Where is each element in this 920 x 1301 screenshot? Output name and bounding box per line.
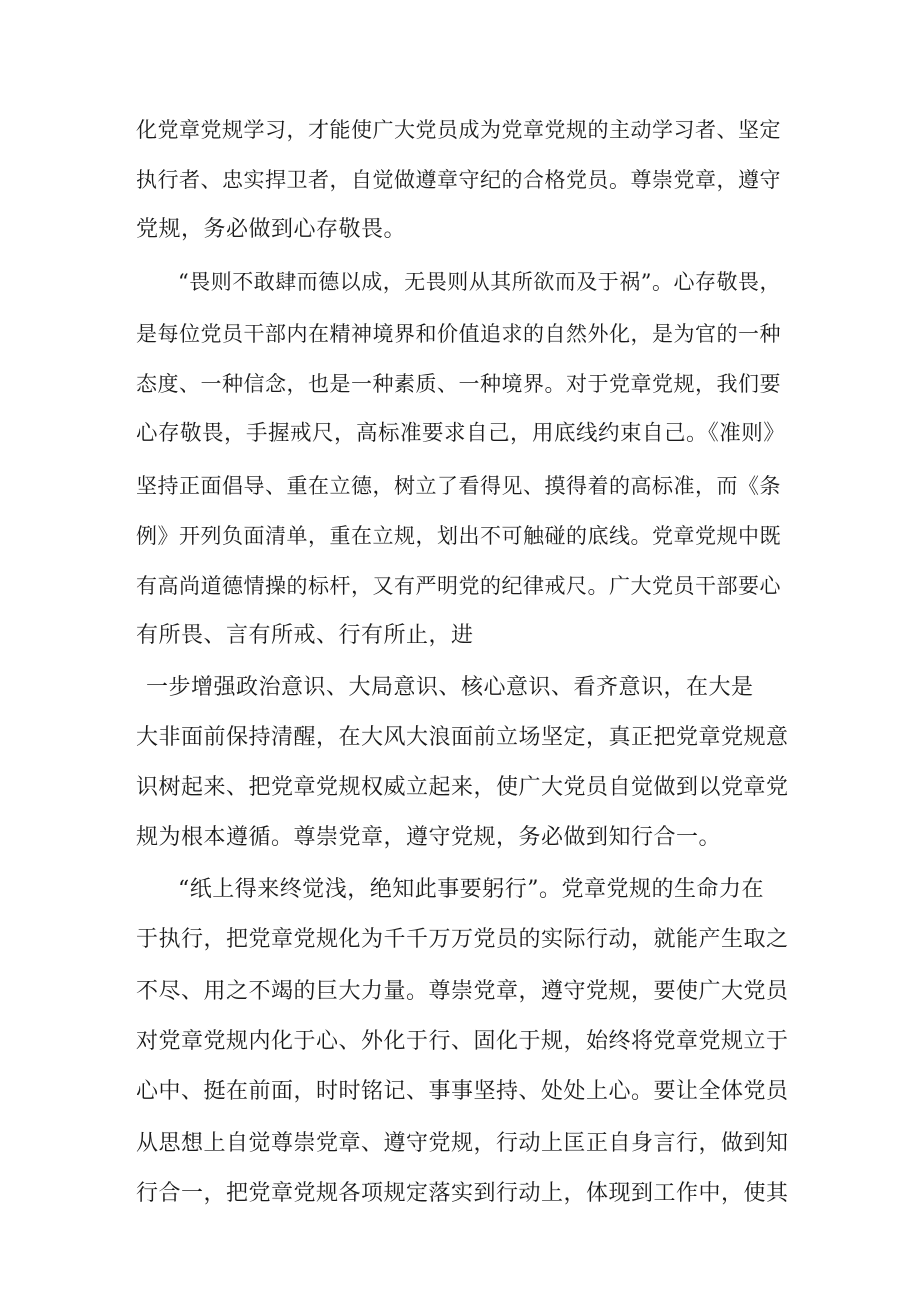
text-line: 党规，务必做到心存敬畏。 — [136, 217, 407, 242]
text-line: 大非面前保持清醒，在大风大浪面前立场坚定，真正把党章党规意 — [136, 725, 789, 750]
text-line: 执行者、忠实捍卫者，自觉做遵章守纪的合格党员。尊崇党章，遵守 — [136, 168, 781, 192]
text-line: 有高尚道德情操的标杆，又有严明党的纪律戒尺。广大党员干部要心 — [136, 574, 781, 598]
text-line: 态度、一种信念，也是一种素质、一种境界。对于党章党规，我们要 — [136, 372, 781, 396]
text-line: 于执行，把党章党规化为千千万万党员的实际行动，就能产生取之 — [136, 927, 789, 952]
text-line: 对党章党规内化于心、外化于行、固化于规，始终将党章党规立于 — [136, 1029, 789, 1054]
text-line: 行合一，把党章党规各项规定落实到行动上，体现到工作中，使其 — [136, 1181, 789, 1206]
text-line: 不尽、用之不竭的巨大力量。尊崇党章，遵守党规，要使广大党员 — [136, 979, 789, 1004]
text-line: 心存敬畏，手握戒尺，高标准要求自己，用底线约束自己。《准则》 — [136, 421, 786, 446]
text-line: 化党章党规学习，才能使广大党员成为党章党规的主动学习者、坚定 — [136, 118, 781, 142]
text-line: “畏则不敢肆而德以成，无畏则从其所欲而及于祸”。心存敬畏， — [178, 270, 781, 294]
text-line: 心中、挺在前面，时时铭记、事事坚持、处处上心。要让全体党员 — [136, 1079, 789, 1104]
text-line: 规为根本遵循。尊崇党章，遵守党规，务必做到知行合一。 — [136, 825, 722, 850]
text-line: 例》开列负面清单，重在立规，划出不可触碰的底线。党章党规中既 — [136, 524, 781, 548]
text-line: 一步增强政治意识、大局意识、核心意识、看齐意识，在大是 — [146, 675, 754, 700]
text-line: 是每位党员干部内在精神境界和价值追求的自然外化，是为官的一种 — [136, 322, 781, 346]
text-line: 从思想上自觉尊崇党章、遵守党规，行动上匡正自身言行，做到知 — [136, 1131, 789, 1156]
text-line: “纸上得来终觉浅，绝知此事要躬行”。党章党规的生命力在 — [178, 877, 764, 902]
text-line: 坚持正面倡导、重在立德，树立了看得见、摸得着的高标准，而《条 — [136, 474, 781, 498]
text-line: 有所畏、言有所戒、行有所止，进 — [136, 623, 474, 648]
text-line: 识树起来、把党章党规权威立起来，使广大党员自觉做到以党章党 — [136, 775, 789, 800]
